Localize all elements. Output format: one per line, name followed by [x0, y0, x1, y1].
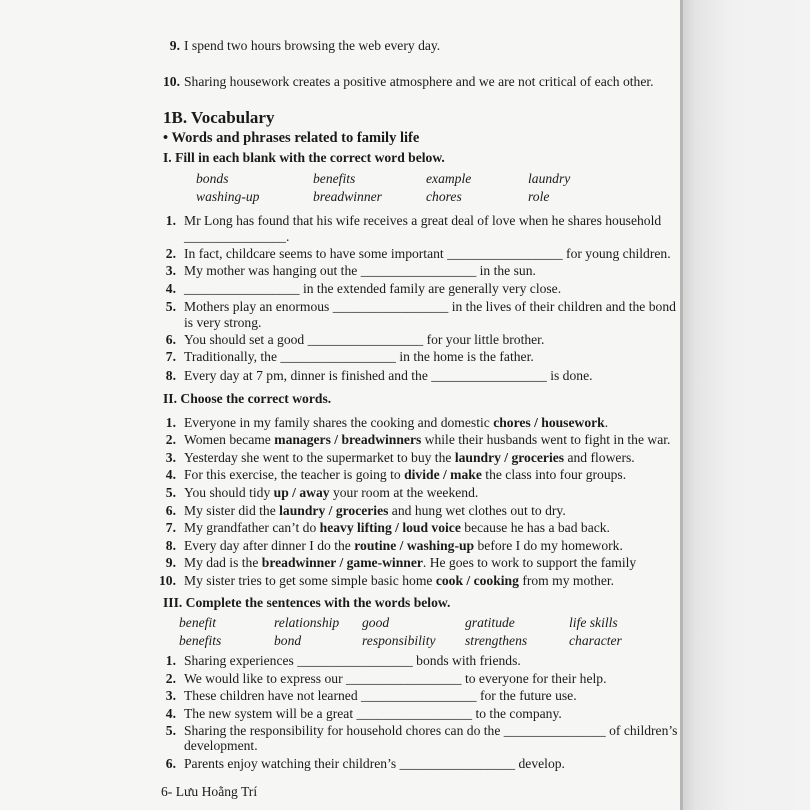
- item-number: 7.: [165, 520, 176, 535]
- item-number: 4.: [165, 467, 176, 482]
- item-number: 6.: [165, 756, 176, 771]
- item-number: 10.: [163, 74, 180, 89]
- word-choice: heavy lifting / loud voice: [319, 520, 461, 535]
- word-option: good: [362, 615, 390, 630]
- item-text: [184, 538, 623, 554]
- item-text: is very strong.: [184, 315, 262, 330]
- item-text: [184, 503, 566, 519]
- item-text: [184, 432, 670, 448]
- word-option: laundry: [528, 171, 571, 186]
- item-text-post: before I do my homework.: [474, 538, 623, 553]
- item-number: 8.: [165, 368, 176, 383]
- item-text-post: because he has a bad back.: [460, 520, 610, 535]
- word-choice: up / away: [273, 485, 330, 500]
- exercise-title: I. Fill in each blank with the correct word below.: [163, 150, 445, 165]
- item-text-post: and hung wet clothes out to dry.: [388, 503, 566, 518]
- item-number: 9.: [165, 555, 176, 570]
- item-text-pre: My grandfather can’t do: [184, 520, 320, 535]
- word-choice: laundry / groceries: [454, 450, 565, 465]
- item-number: 4.: [165, 281, 176, 296]
- item-text: [184, 555, 636, 571]
- item-number: 8.: [165, 538, 176, 553]
- item-number: 3.: [165, 688, 176, 703]
- item-text-post: while their husbands went to fight in the war.: [421, 432, 671, 447]
- item-number: 5.: [165, 299, 176, 314]
- item-text: Mr Long has found that his wife receives a great deal of love when he shares household: [184, 213, 662, 228]
- word-option: strengthens: [465, 633, 528, 648]
- item-text-post: and flowers.: [564, 450, 635, 465]
- subsection-title: • Words and phrases related to family life: [163, 130, 420, 146]
- item-text: You should set a good _________________ for your little brother.: [184, 332, 545, 347]
- item-text: [184, 415, 608, 431]
- item-text-pre: Women became: [184, 432, 275, 447]
- item-text-post: . He goes to work to support the family: [422, 555, 637, 570]
- item-text: Sharing experiences _________________ bonds with friends.: [184, 653, 521, 668]
- item-text: My mother was hanging out the _________________ in the sun.: [184, 263, 536, 278]
- item-text-pre: Yesterday she went to the supermarket to buy the: [184, 450, 455, 465]
- item-text-post: your room at the weekend.: [329, 485, 479, 500]
- item-text: [184, 467, 626, 483]
- word-option: role: [528, 189, 550, 204]
- item-text: Every day at 7 pm, dinner is finished and the _________________ is done.: [184, 368, 593, 383]
- item-text: I spend two hours browsing the web every day.: [184, 38, 441, 53]
- facing-page-edge: [680, 0, 810, 810]
- exercise-title: III. Complete the sentences with the words below.: [163, 595, 451, 610]
- word-option: bond: [274, 633, 302, 648]
- item-number: 5.: [165, 723, 176, 738]
- item-number: 6.: [165, 503, 176, 518]
- item-number: 2.: [165, 246, 176, 261]
- word-option: life skills: [569, 615, 618, 630]
- item-text: [184, 573, 614, 589]
- item-number: 5.: [165, 485, 176, 500]
- word-option: responsibility: [362, 633, 436, 648]
- word-option: gratitude: [465, 615, 515, 630]
- word-choice: managers / breadwinners: [274, 432, 422, 447]
- item-text: [184, 450, 635, 466]
- item-number: 4.: [165, 706, 176, 721]
- item-text: The new system will be a great _________________ to the company.: [184, 706, 562, 721]
- item-text: Sharing housework creates a positive atmosphere and we are not critical of each other.: [184, 74, 654, 89]
- item-text: We would like to express our _________________ to everyone for their help.: [184, 671, 607, 686]
- item-number: 3.: [165, 263, 176, 278]
- item-number: 3.: [165, 450, 176, 465]
- item-number: 2.: [165, 671, 176, 686]
- word-option: example: [426, 171, 472, 186]
- item-text: _________________ in the extended family are generally very close.: [184, 281, 562, 296]
- word-option: benefits: [179, 633, 222, 648]
- item-text: [184, 485, 478, 501]
- exercise-title: II. Choose the correct words.: [163, 391, 332, 406]
- word-option: character: [569, 633, 622, 648]
- word-option: benefit: [179, 615, 216, 630]
- item-text-pre: You should tidy: [184, 485, 274, 500]
- item-text-pre: My sister tries to get some simple basic home: [184, 573, 436, 588]
- page-footer: 6- Lưu Hoằng Trí: [161, 784, 258, 799]
- item-text: These children have not learned _________________ for the future use.: [184, 688, 577, 703]
- word-choice: cook / cooking: [435, 573, 519, 588]
- item-number: 1.: [165, 213, 176, 228]
- item-number: 1.: [165, 415, 176, 430]
- word-option: washing-up: [196, 189, 260, 204]
- item-number: 1.: [165, 653, 176, 668]
- item-text-post: .: [604, 415, 609, 430]
- item-number: 2.: [165, 432, 176, 447]
- word-choice: divide / make: [404, 467, 482, 482]
- item-number: 6.: [165, 332, 176, 347]
- word-option: relationship: [274, 615, 340, 630]
- item-text: Mothers play an enormous _________________ in the lives of their children and the bond: [184, 299, 676, 314]
- item-number: 10.: [159, 573, 176, 588]
- item-text: In fact, childcare seems to have some important _________________ for young children.: [184, 246, 671, 261]
- item-text: Traditionally, the _________________ in the home is the father.: [184, 349, 534, 364]
- section-title: 1B. Vocabulary: [163, 108, 275, 127]
- word-option: bonds: [196, 171, 229, 186]
- item-text: Sharing the responsibility for household chores can do the _______________ of children’s: [184, 723, 678, 738]
- item-text-pre: My dad is the: [184, 555, 262, 570]
- word-option: benefits: [313, 171, 356, 186]
- item-number: 9.: [169, 38, 180, 53]
- item-text-post: the class into four groups.: [481, 467, 627, 482]
- word-option: breadwinner: [313, 189, 382, 204]
- item-text: development.: [184, 738, 258, 753]
- item-text-pre: For this exercise, the teacher is going to: [184, 467, 405, 482]
- word-choice: laundry / groceries: [279, 503, 389, 518]
- item-number: 7.: [165, 349, 176, 364]
- word-choice: breadwinner / game-winner: [261, 555, 423, 570]
- word-choice: chores / housework: [493, 415, 605, 430]
- item-text-pre: My sister did the: [184, 503, 280, 518]
- word-choice: routine / washing-up: [354, 538, 475, 553]
- item-text: [184, 520, 610, 536]
- item-text-pre: Everyone in my family shares the cooking and domestic: [184, 415, 494, 430]
- word-option: chores: [426, 189, 462, 204]
- item-text: Parents enjoy watching their children’s _________________ develop.: [184, 756, 565, 771]
- item-text-post: from my mother.: [518, 573, 615, 588]
- item-text-pre: Every day after dinner I do the: [184, 538, 355, 553]
- item-text: _______________.: [184, 229, 290, 244]
